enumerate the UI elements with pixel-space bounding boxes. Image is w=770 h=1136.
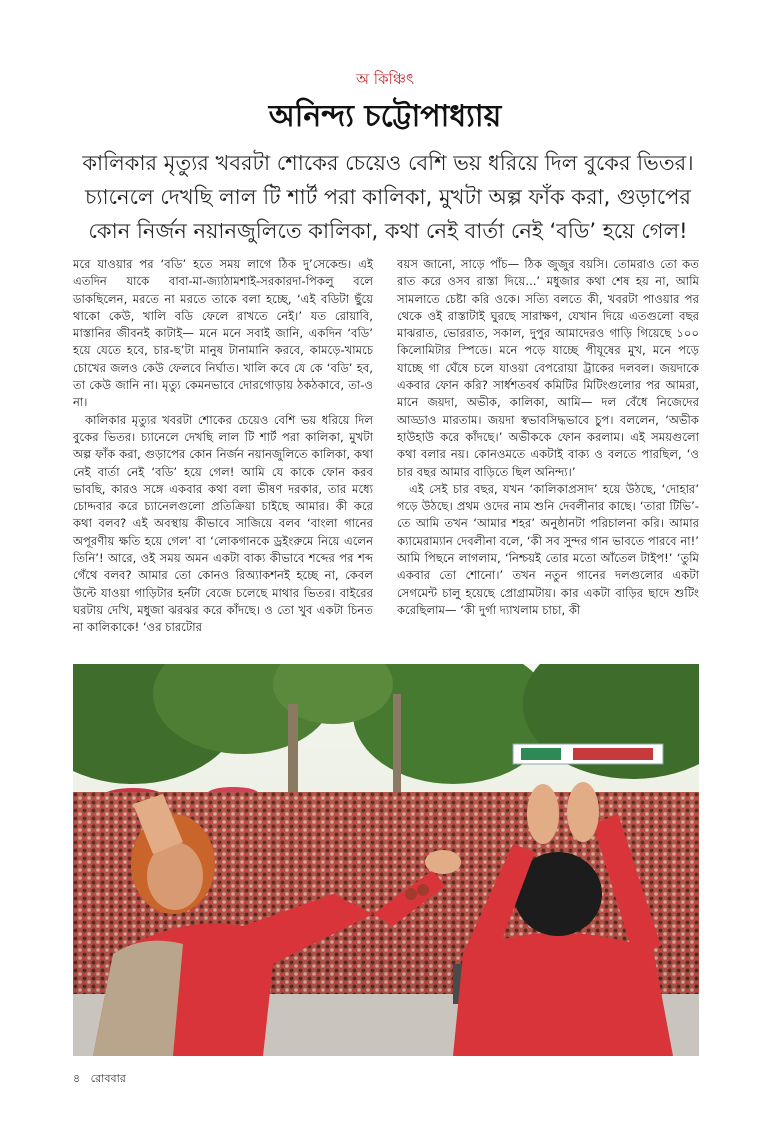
- concert-photo: [73, 664, 699, 1056]
- author-name: অনিন্দ্য চট্টোপাধ্যায়: [268, 99, 502, 134]
- article-paragraph: মরে যাওয়ার পর ‘বডি’ হতে সময় লাগে ঠিক দু’সেকেন্ড। এই এতদিন যাকে বাবা-মা-জ্যাঠামশাই-সরকারদা-পিকলু বলে ডাকছিলেন, মরতে না মরতে তাকে বলা হচ্ছে, ‘এই বডিটা ছুঁয়ে থাকো কেউ, খালি বডি ফেলে রাখতে নেই।’ যত রোয়াবি, মাস্তানির জীবনই কাটাই— মনে মনে সবাই জানি, একদিন ‘বডি’ হয়ে যেতে হবে, চার-ছ’টা মানুষ টানামানি করবে, কামড়ে-খামচে চোখের জলও কেউ ফেলবে নির্ঘাত। খালি কবে যে কে ‘বডি’ হব, তা কেউ জানি না। মৃত্যু কেমনভাবে দোরগোড়ায় ঠকঠকাবে, তা-ও না।: [73, 257, 373, 410]
- page-footer: [73, 1070, 126, 1089]
- page-number: ৪: [73, 1072, 81, 1085]
- article-paragraph: বয়স জানো, সাড়ে পাঁচ— ঠিক জুজুর বয়সি। তোমরাও তো কত রাত করে ওসব রাস্তা দিয়ে...’ মধুজার কথা শেষ হয় না, আমি সামলাতে চেষ্টা করি ওকে। সত্যি বলতে কী, খবরটা পাওয়ার পর থেকে ওই রাস্তাটাই ঘুরছে সারাক্ষণ, যেখান দিয়ে এতগুলো বছর মাঝরাত, ভোররাত, সকাল, দুপুর আমাদেরও গাড়ি গিয়েছে ১০০ কিলোমিটার স্পিডে। মনে পড়ে যাচ্ছে পীযূষের মুখ, মনে পড়ে যাচ্ছে গা ঘেঁষে চলে যাওয়া বেপরোয়া ট্রাকের দলবল। জয়দাকে একবার ফোন করি? সার্ধশতবর্ষ কমিটির মিটিংগুলোর পর আমরা, মানে জয়দা, অভীক, কালিকা, আমি— দল বেঁধে নিজেদের আড্ডাও মারতাম। জয়দা স্বভাবসিদ্ধভাবে চুপ। বললেন, ‘অভীক হাউহাউ করে কাঁদছে।’ অভীককে ফোন করলাম। এই সময়গুলো কথা বলার নয়। কোনওমতে একটাই বাক্য ও বলতে পারছিল, ‘ও চার বছর আমার বাড়িতে ছিল অনিন্দ্য।’: [397, 257, 699, 479]
- article-column-left: [73, 256, 373, 637]
- article-column-right: [397, 256, 699, 619]
- concert-photo-illustration: [73, 664, 699, 1056]
- kicker: অ কিঞ্চিৎ: [356, 70, 414, 88]
- publication-name: রোববার: [90, 1072, 126, 1085]
- lede: কালিকার মৃত্যুর খবরটা শোকের চেয়েও বেশি ভয় ধরিয়ে দিল বুকের ভিতর। চ্যানেলে দেখছি লাল টি শার্ট পরা কালিকা, মুখটা অল্প ফাঁক করা, গুড়াপের কোন নির্জন নয়ানজুলিতে কালিকা, কথা নেই বার্তা নেই ‘বডি’ হয়ে গেল!: [82, 151, 694, 243]
- article-paragraph: কালিকার মৃত্যুর খবরটা শোকের চেয়েও বেশি ভয় ধরিয়ে দিল বুকের ভিতর। চ্যানেলে দেখছি লাল টি শার্ট পরা কালিকা, মুখটা অল্প ফাঁক করা, গুড়াপের কোন নির্জন নয়ানজুলিতে কালিকা, কথা নেই বার্তা নেই ‘বডি’ হয়ে গেল! আমি যে কাকে ফোন করব ভাবছি, কারও সঙ্গে একবার কথা বলা ভীষণ দরকার, তার মধ্যে চোদ্দবার করে চ্যানেলগুলো প্রতিক্রিয়া চাইছে আমার। কী করে কথা বলব? এই অবস্থায় কীভাবে সাজিয়ে বলব ‘বাংলা গানের অপূরণীয় ক্ষতি হয়ে গেল’ বা ‘লোকগানকে ড্রইংরুমে নিয়ে এলেন তিনি’! আরে, ওই সময় অমন একটা বাক্য কীভাবে শব্দের পর শব্দ গেঁথে বলব? আমার তো কোনও রিঅ্যাকশনই হচ্ছে না, কেবল উল্টে যাওয়া গাড়িটার হর্নটা বেজে চলেছে মাথার ভিতর। বাইরের ঘরটায় দেখি, মধুজা ঝরঝর করে কাঁদছে। ও তো খুব একটা চিনত না কালিকাকে! ‘ওর চারটাের: [73, 412, 373, 635]
- article-paragraph: এই সেই চার বছর, যখন ‘কালিকাপ্রসাদ’ হয়ে উঠছে, ‘দোহার’ গড়ে উঠছে। প্রথম ওদের নাম শুনি দেবলীনার কাছে। ‘তারা টিভি’-তে আমি তখন ‘আমার শহর’ অনুষ্ঠানটা পরিচালনা করি। আমার ক্যামেরাম্যান দেবলীনা বলে, ‘কী সব সুন্দর গান ভাবতে পারবে না!’ আমি পিছনে লাগলাম, ‘নিশ্চয়ই তোর মতো আঁতেল টাইপ!’ ‘তুমি একবার তো শোনো।’ তখন নতুন গানের দলগুলোর একটা সেগমেন্ট চালু হয়েছে প্রোগ্রামটায়। কার একটা বাড়ির ছাদে শুটিং করেছিলাম— ‘কী দুর্গা দ্যাখলাম চাচা, কী: [397, 481, 699, 617]
